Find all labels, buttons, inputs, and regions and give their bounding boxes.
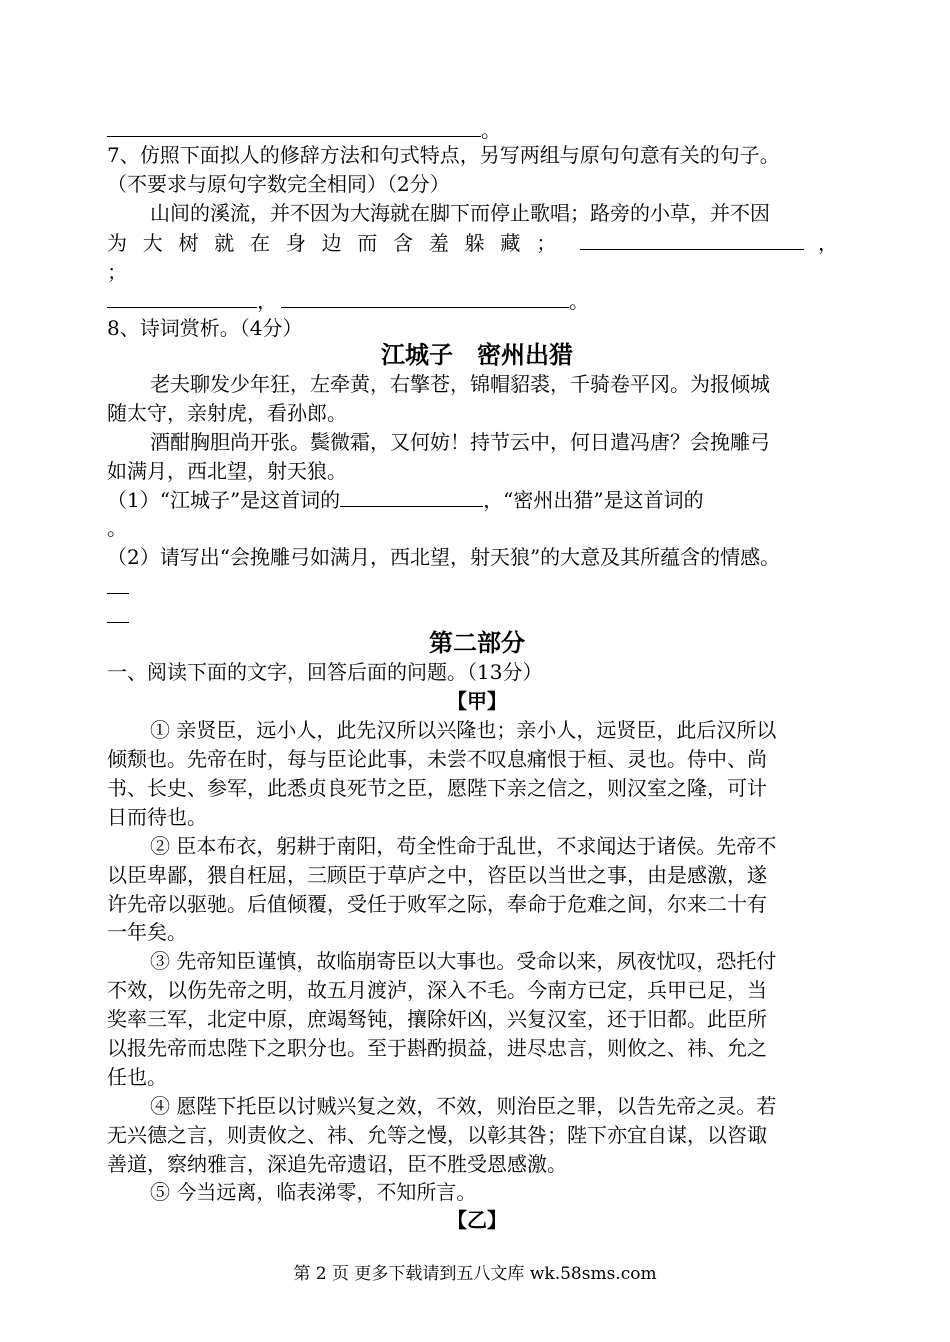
poem-line: 老夫聊发少年狂，左牵黄，右擎苍，锦帽貂裘，千骑卷平冈。为报倾城 xyxy=(150,372,770,396)
poem-line: 酒酣胸胆尚开张。鬓微霜，又何妨！持节云中，何日遣冯唐？会挽雕弓 xyxy=(150,430,770,454)
q8-sub1-end: 。 xyxy=(107,516,127,540)
para-line: ④ 愿陛下托臣以讨贼兴复之效，不效，则治臣之罪，以告先帝之灵。若 xyxy=(150,1094,777,1118)
para-line: 一年矣。 xyxy=(107,920,187,944)
spread-char: 就 xyxy=(214,231,235,255)
para-line: 以臣卑鄙，猥自枉屈，三顾臣于草庐之中，咨臣以当世之事，由是感激，遂 xyxy=(107,863,767,887)
answer-blank[interactable] xyxy=(107,116,481,137)
section-jia: 【甲】 xyxy=(447,689,507,713)
q7-example-line2: 为 大 树 就 在 身 边 而 含 羞 躲 藏 ； ， xyxy=(107,231,838,255)
poem-line: 如满月，西北望，射天狼。 xyxy=(107,459,347,483)
para-line: ② 臣本布衣，躬耕于南阳，苟全性命于乱世，不求闻达于诸侯。先帝不 xyxy=(150,834,777,858)
para-line: 善道，察纳雅言，深追先帝遗诏，臣不胜受恩感激。 xyxy=(107,1152,567,1176)
part2-title: 第二部分 xyxy=(429,629,525,657)
spread-char: 含 xyxy=(393,231,414,255)
answer-dash[interactable] xyxy=(107,593,129,594)
para-line: ⑤ 今当远离，临表涕零，不知所言。 xyxy=(150,1180,477,1204)
section-yi: 【乙】 xyxy=(447,1208,507,1232)
q8-sub2: （2）请写出“会挽雕弓如满月，西北望，射天狼”的大意及其所蕴含的情感。 xyxy=(107,545,781,569)
part2-question: 一、阅读下面的文字，回答后面的问题。（13分） xyxy=(107,660,543,684)
answer-blank[interactable] xyxy=(107,287,257,308)
answer-dash[interactable] xyxy=(107,622,129,623)
q8-heading: 8、诗词赏析。（4分） xyxy=(107,316,303,340)
spread-char: 大 xyxy=(142,231,163,255)
para-line: ③ 先帝知臣谨慎，故临崩寄臣以大事也。受命以来，夙夜忧叹，恐托付 xyxy=(150,949,777,973)
spread-char: 身 xyxy=(285,231,306,255)
poem-line: 随太守，亲射虎，看孙郎。 xyxy=(107,401,347,425)
poem-title: 江城子 密州出猎 xyxy=(381,341,573,369)
para-line: ① 亲贤臣，远小人，此先汉所以兴隆也；亲小人，远贤臣，此后汉所以 xyxy=(150,718,777,742)
spread-char: 羞 xyxy=(428,231,449,255)
q7-semicolon: ； xyxy=(107,260,127,284)
q8-sub1: （1）“江城子”是这首词的 ，“密州出猎”是这首词的 xyxy=(107,488,704,512)
answer-blank[interactable] xyxy=(281,287,569,308)
q7-answer-line: ， 。 xyxy=(107,287,847,315)
q7-note: （不要求与原句字数完全相同）（2分） xyxy=(107,172,450,196)
para-line: 奖率三军，北定中原，庶竭驽钝，攘除奸凶，兴复汉室，还于旧都。此臣所 xyxy=(107,1007,767,1031)
q7-example-line1: 山间的溪流，并不因为大海就在脚下而停止歌唱；路旁的小草，并不因 xyxy=(150,201,770,225)
page-footer: 第 2 页 更多下载请到五八文库 wk.58sms.com xyxy=(293,1264,657,1284)
para-line: 书、长史、参军，此悉贞良死节之臣，愿陛下亲之信之，则汉室之隆，可计 xyxy=(107,776,767,800)
para-line: 以报先帝而忠陛下之职分也。至于斟酌损益，进尽忠言，则攸之、祎、允之 xyxy=(107,1036,767,1060)
para-line: 任也。 xyxy=(107,1065,167,1089)
spread-char: 藏 xyxy=(500,231,521,255)
spread-char: 树 xyxy=(178,231,199,255)
q7-example-spread-text xyxy=(107,229,572,257)
answer-blank[interactable] xyxy=(340,486,483,507)
answer-blank[interactable] xyxy=(580,229,804,250)
q7-heading: 7、仿照下面拟人的修辞方法和句式特点，另写两组与原句句意有关的句子。 xyxy=(107,143,780,167)
spread-char: 在 xyxy=(250,231,271,255)
spread-char: ； xyxy=(536,231,557,255)
spread-char: 为 xyxy=(107,231,127,255)
spread-char: 边 xyxy=(321,231,342,255)
spread-char: 躲 xyxy=(464,231,485,255)
para-line: 无兴德之言，则责攸之、祎、允等之慢，以彰其咎；陛下亦宜自谋，以咨诹 xyxy=(107,1123,767,1147)
para-line: 倾颓也。先帝在时，每与臣论此事，未尝不叹息痛恨于桓、灵也。侍中、尚 xyxy=(107,747,767,771)
para-line: 日而待也。 xyxy=(107,805,207,829)
spread-char: 而 xyxy=(357,231,378,255)
para-line: 许先帝以驱驰。后值倾覆，受任于败军之际，奉命于危难之间，尔来二十有 xyxy=(107,892,767,916)
answer-line-prev: 。 xyxy=(107,116,847,144)
para-line: 不效，以伤先帝之明，故五月渡泸，深入不毛。今南方已定，兵甲已足，当 xyxy=(107,978,767,1002)
